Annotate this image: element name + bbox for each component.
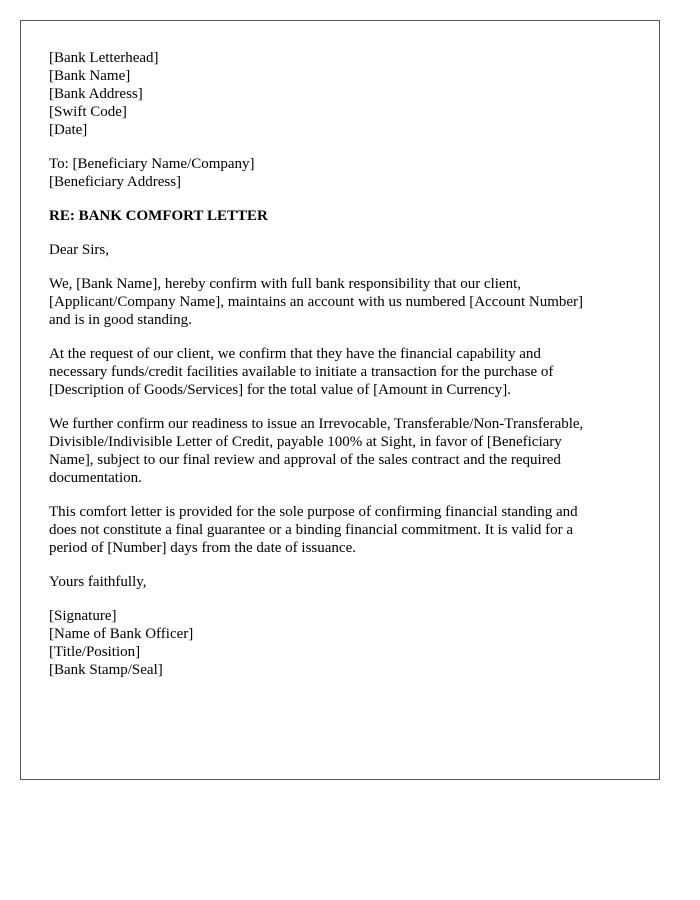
paragraph-line: [Description of Goods/Services] for the total value of [Amount in Currency]. bbox=[49, 382, 511, 398]
letterhead-line: [Bank Letterhead] bbox=[49, 50, 159, 66]
paragraph-line: period of [Number] days from the date of issuance. bbox=[49, 540, 356, 556]
paragraph-line: This comfort letter is provided for the sole purpose of confirming financial standing and bbox=[49, 504, 578, 520]
body-paragraph-account bbox=[49, 275, 631, 329]
recipient-address-line: [Beneficiary Address] bbox=[49, 174, 182, 190]
salutation: Dear Sirs, bbox=[49, 242, 109, 258]
paragraph-line: Divisible/Indivisible Letter of Credit, payable 100% at Sight, in favor of [Beneficiary bbox=[49, 434, 562, 450]
paragraph-line: We further confirm our readiness to issue an Irrevocable, Transferable/Non-Transferable, bbox=[49, 416, 584, 432]
paragraph-line: does not constitute a final guarantee or a binding financial commitment. It is valid for a bbox=[49, 522, 574, 538]
paragraph-line: Name], subject to our final review and approval of the sales contract and the required bbox=[49, 452, 561, 468]
bank-stamp-line: [Bank Stamp/Seal] bbox=[49, 662, 163, 678]
body-paragraph-disclaimer bbox=[49, 503, 631, 557]
paragraph-line: necessary funds/credit facilities available to initiate a transaction for the purchase of bbox=[49, 364, 554, 380]
bank-name-line: [Bank Name] bbox=[49, 68, 131, 84]
paragraph-line: We, [Bank Name], hereby confirm with full bank responsibility that our client, bbox=[49, 276, 522, 292]
bank-address-line: [Bank Address] bbox=[49, 86, 143, 102]
officer-name-line: [Name of Bank Officer] bbox=[49, 626, 194, 642]
closing: Yours faithfully, bbox=[49, 574, 147, 590]
signature-line: [Signature] bbox=[49, 608, 117, 624]
recipient-block bbox=[49, 155, 631, 191]
recipient-name-line: To: [Beneficiary Name/Company] bbox=[49, 156, 255, 172]
body-paragraph-letter-of-credit bbox=[49, 415, 631, 487]
signature-block bbox=[49, 607, 631, 679]
paragraph-line: documentation. bbox=[49, 470, 142, 486]
letter-document bbox=[20, 20, 660, 780]
paragraph-line: and is in good standing. bbox=[49, 312, 192, 328]
paragraph-line: At the request of our client, we confirm that they have the financial capability and bbox=[49, 346, 541, 362]
date-line: [Date] bbox=[49, 122, 88, 138]
subject-line: RE: BANK COMFORT LETTER bbox=[49, 208, 268, 224]
letterhead-block bbox=[49, 49, 631, 139]
swift-code-line: [Swift Code] bbox=[49, 104, 127, 120]
paragraph-line: [Applicant/Company Name], maintains an account with us numbered [Account Number] bbox=[49, 294, 584, 310]
body-paragraph-capability bbox=[49, 345, 631, 399]
title-position-line: [Title/Position] bbox=[49, 644, 141, 660]
